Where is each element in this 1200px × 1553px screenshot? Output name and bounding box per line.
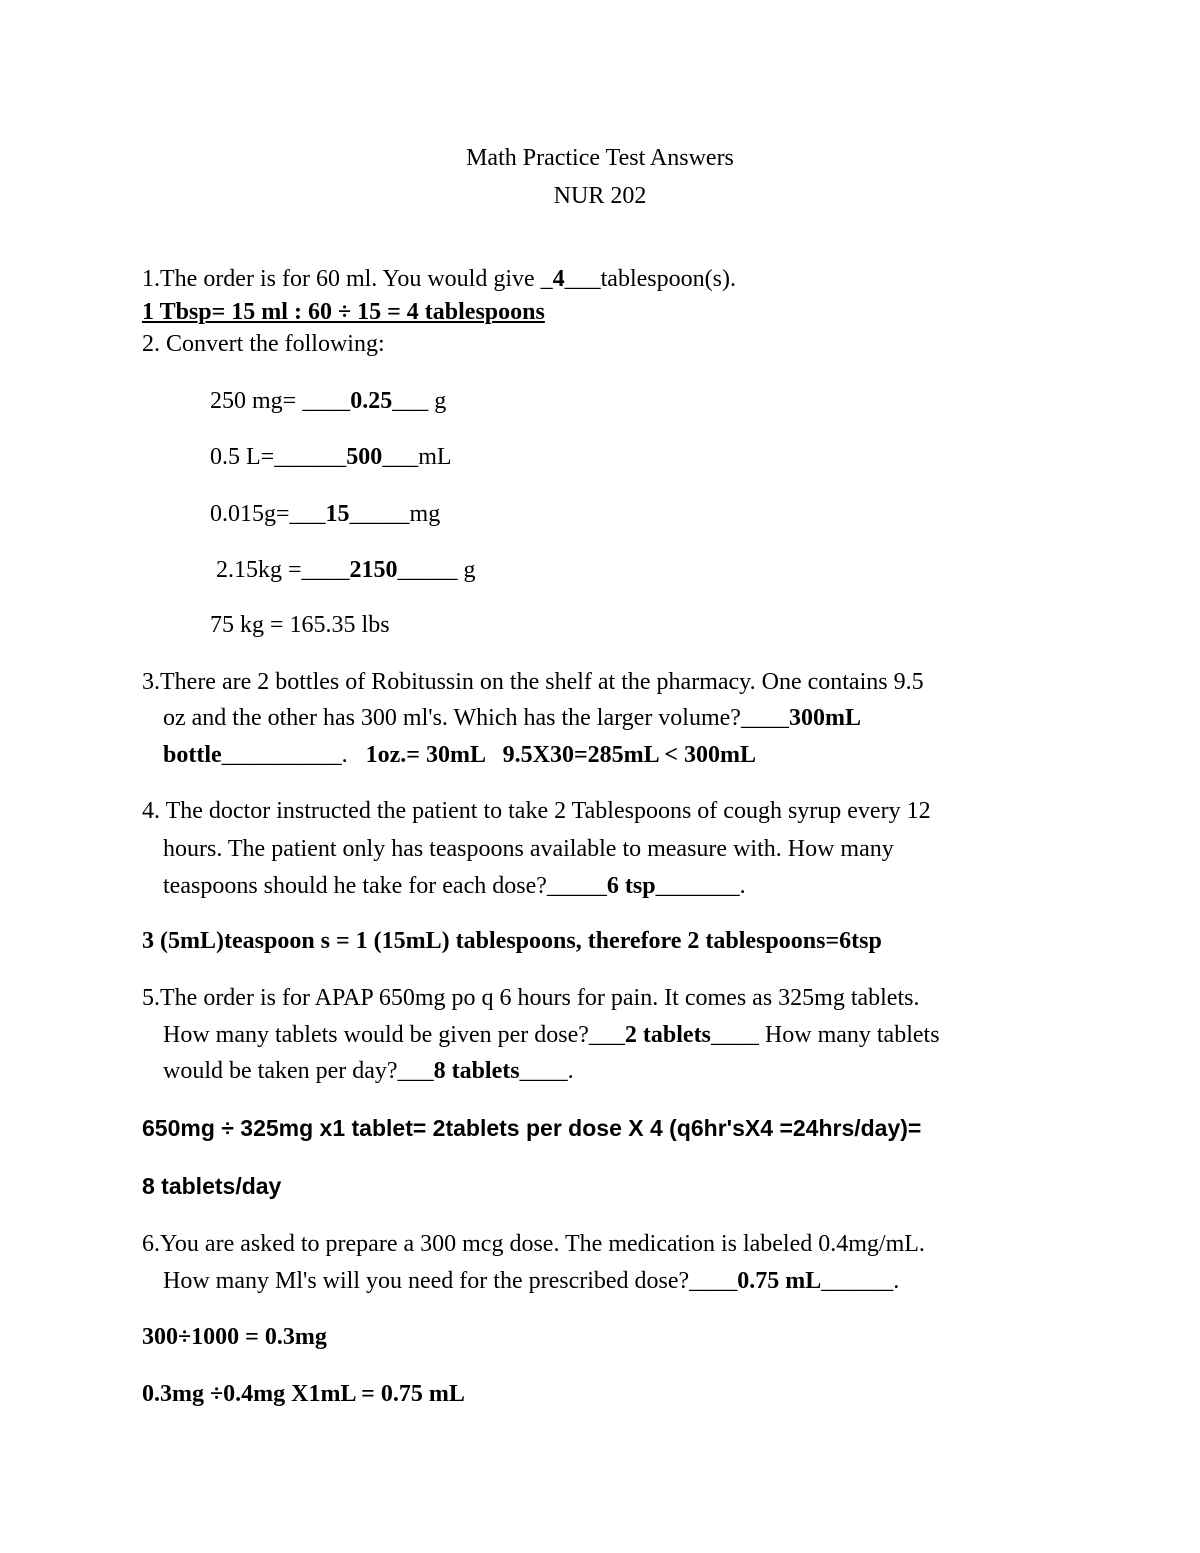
question-5-work-2: 8 tablets/day bbox=[142, 1173, 282, 1199]
conversion-row: 0.015g=___15_____mg bbox=[210, 501, 441, 527]
question-4-line-1: 4. The doctor instructed the patient to take 2 Tablespoons of cough syrup every 12 bbox=[142, 798, 931, 824]
question-4-answer: 6 tsp bbox=[606, 873, 656, 899]
question-4-work: 3 (5mL)teaspoon s = 1 (15mL) tablespoons, therefore 2 tablespoons=6tsp bbox=[142, 928, 882, 954]
conversion-answer: 15 bbox=[325, 501, 350, 527]
question-3-work: 1oz.= 30mL 9.5X30=285mL < 300mL bbox=[347, 742, 757, 768]
question-5-line-3: would be taken per day?___8 tablets____. bbox=[163, 1058, 574, 1084]
question-4-line-3: teaspoons should he take for each dose?_____6 tsp_______. bbox=[163, 873, 746, 899]
question-6-work-1: 300÷1000 = 0.3mg bbox=[142, 1324, 327, 1350]
question-5-work-1: 650mg ÷ 325mg x1 tablet= 2tablets per dose X 4 (q6hr'sX4 =24hrs/day)= bbox=[142, 1115, 922, 1141]
question-6-line-1: 6.You are asked to prepare a 300 mcg dose. The medication is labeled 0.4mg/mL. bbox=[142, 1231, 925, 1257]
question-1-text: 1.The order is for 60 ml. You would give _ bbox=[142, 266, 553, 292]
question-3-answer: 300mL bbox=[788, 705, 861, 731]
question-6-line-2: How many Ml's will you need for the prescribed dose?____0.75 mL______. bbox=[163, 1268, 900, 1294]
course-code: NUR 202 bbox=[553, 183, 647, 209]
question-3-line-1: 3.There are 2 bottles of Robitussin on the shelf at the pharmacy. One contains 9.5 bbox=[142, 669, 924, 695]
page-title: Math Practice Test Answers bbox=[466, 145, 734, 171]
conversion-answer: 2150 bbox=[349, 557, 398, 583]
question-1-suffix: ___tablespoon(s). bbox=[564, 266, 736, 292]
conversion-row: 75 kg = 165.35 lbs bbox=[210, 612, 390, 638]
question-1 bbox=[142, 264, 736, 294]
question-6-answer: 0.75 mL bbox=[737, 1268, 822, 1294]
question-1-work: 1 Tbsp= 15 ml : 60 ÷ 15 = 4 tablespoons bbox=[142, 299, 545, 325]
question-6-work-2: 0.3mg ÷0.4mg X1mL = 0.75 mL bbox=[142, 1381, 465, 1407]
conversion-answer: 0.25 bbox=[350, 388, 393, 414]
question-5-answer-dose: 2 tablets bbox=[624, 1022, 711, 1048]
question-5-line-1: 5.The order is for APAP 650mg po q 6 hours for pain. It comes as 325mg tablets. bbox=[142, 985, 920, 1011]
question-5-answer-day: 8 tablets bbox=[433, 1058, 520, 1084]
question-4-line-2: hours. The patient only has teaspoons available to measure with. How many bbox=[163, 836, 894, 862]
conversion-answer: 500 bbox=[346, 444, 383, 470]
question-5-line-2: How many tablets would be given per dose?___2 tablets____ How many tablets bbox=[163, 1022, 940, 1048]
conversion-row: 250 mg= ____0.25___ g bbox=[210, 388, 447, 414]
question-3-line-3: bottle__________. 1oz.= 30mL 9.5X30=285mL < 300mL bbox=[163, 742, 757, 768]
conversion-row: 0.5 L=______500___mL bbox=[210, 444, 452, 470]
question-1-answer: 4 bbox=[552, 266, 565, 292]
conversion-row: 2.15kg =____2150_____ g bbox=[210, 557, 476, 583]
question-3-line-2: oz and the other has 300 ml's. Which has the larger volume?____300mL bbox=[163, 705, 861, 731]
question-2-prompt: 2. Convert the following: bbox=[142, 331, 385, 357]
